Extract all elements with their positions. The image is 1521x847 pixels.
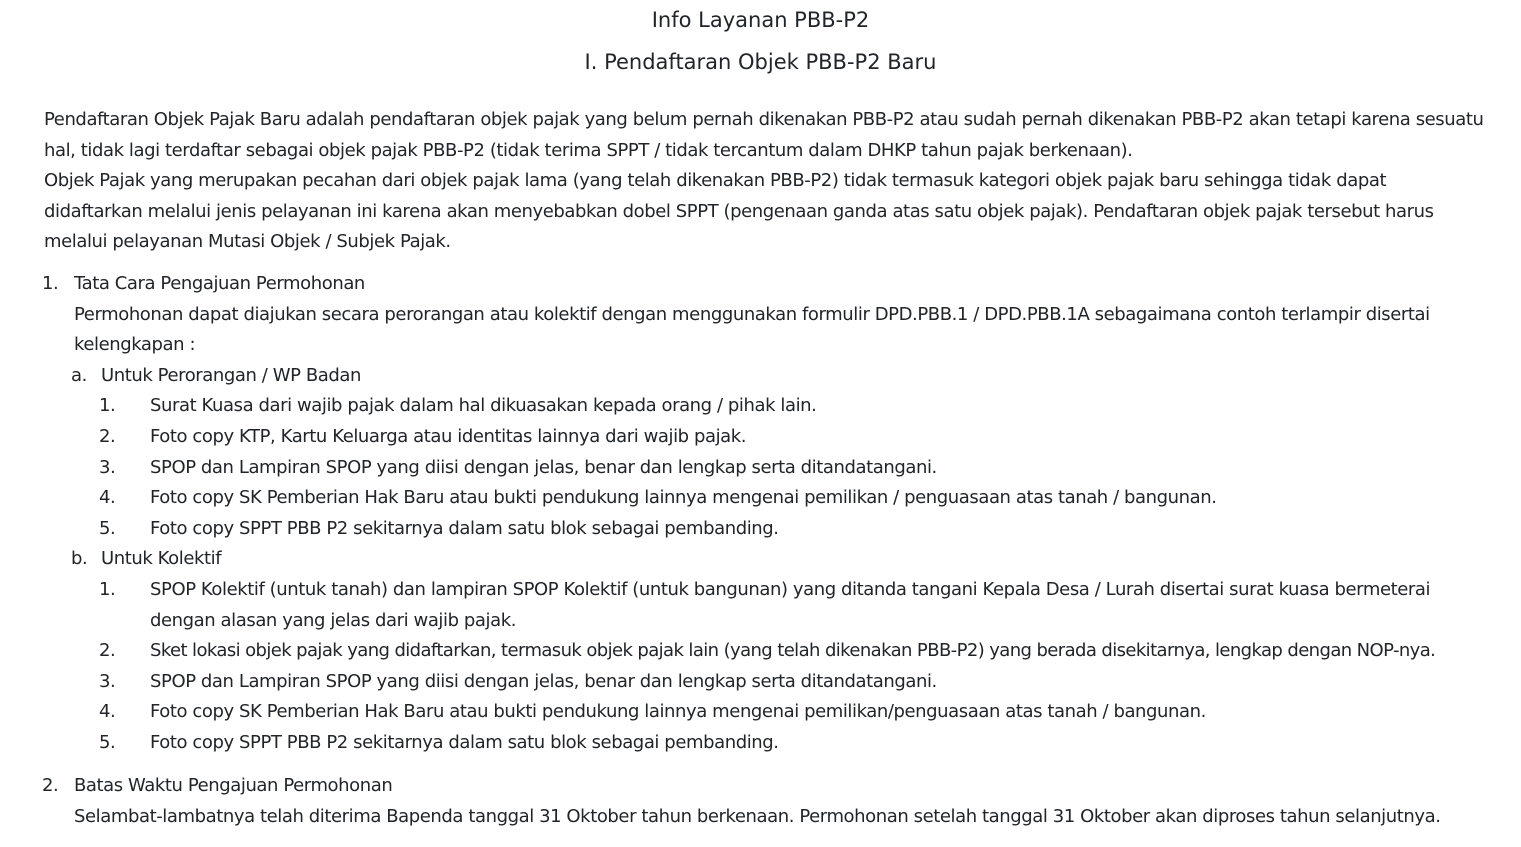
list-item-number: 5. — [99, 517, 116, 539]
section-number: 2. — [42, 775, 59, 796]
section-heading: Tata Cara Pengajuan Permohonan — [74, 273, 365, 294]
sublist-marker: b. — [71, 548, 88, 570]
sublist-label: Untuk Kolektif — [101, 548, 222, 570]
list-item-number: 1. — [99, 395, 116, 417]
intro-paragraph: Objek Pajak yang merupakan pecahan dari objek pajak lama (yang telah dikenakan PBB-P2) tidak termasuk kategori objek pajak baru sehingga tidak dapat didaftarkan melalui jenis pelayanan ini karena akan menyebabkan dobel SPPT (pengenaan ganda atas satu objek pajak). Pendaftaran objek pajak tersebut harus melalui pelayanan Mutasi Objek / Subjek Pajak. — [44, 170, 1434, 253]
list-item — [42, 575, 1490, 636]
list-item-text: SPOP Kolektif (untuk tanah) dan lampiran SPOP Kolektif (untuk bangunan) yang ditanda tangani Kepala Desa / Lurah disertai surat kuasa bermeterai dengan alasan yang jelas dari wajib pajak. — [150, 578, 1431, 631]
sublist-label: Untuk Perorangan / WP Badan — [101, 364, 361, 386]
intro-paragraph: Pendaftaran Objek Pajak Baru adalah pendaftaran objek pajak yang belum pernah dikenakan PBB-P2 atau sudah pernah dikenakan PBB-P2 akan tetapi karena sesuatu hal, tidak lagi terdaftar sebagai objek pajak PBB-P2 (tidak terima SPPT / tidak tercantum dalam DHKP tahun pajak berkenaan). — [44, 109, 1484, 161]
list-item-text: Foto copy SK Pemberian Hak Baru atau bukti pendukung lainnya mengenai pemilikan/penguasaan atas tanah / bangunan. — [150, 701, 1206, 723]
page-title: Info Layanan PBB-P2 — [651, 8, 870, 32]
page-subtitle: I. Pendaftaran Objek PBB-P2 Baru — [584, 50, 937, 74]
section-description-text: Selambat-lambatnya telah diterima Bapenda tanggal 31 Oktober tahun berkenaan. Permohonan setelah tanggal 31 Oktober akan diproses tahun selanjutnya. — [74, 805, 1441, 827]
section-procedure — [42, 269, 1512, 759]
section-heading-row — [42, 771, 1512, 802]
list-item-text: Sket lokasi objek pajak yang didaftarkan, termasuk objek pajak lain (yang telah dikenakan PBB-P2) yang berada disekitarnya, lengkap dengan NOP-nya. — [150, 640, 1436, 662]
list-item-text: Foto copy KTP, Kartu Keluarga atau identitas lainnya dari wajib pajak. — [150, 425, 747, 447]
list-item-number: 1. — [99, 578, 116, 600]
section-description-text: Permohonan dapat diajukan secara perorangan atau kolektif dengan menggunakan formulir DPD.PBB.1 / DPD.PBB.1A sebagaimana contoh terlampir disertai kelengkapan : — [74, 303, 1430, 356]
list-item — [42, 697, 1512, 728]
list-item — [42, 667, 1512, 698]
list-item-number: 2. — [99, 640, 116, 662]
list-item — [42, 453, 1512, 484]
list-item-text: SPOP dan Lampiran SPOP yang diisi dengan jelas, benar dan lengkap serta ditandatangani. — [150, 670, 937, 692]
list-item-number: 2. — [99, 425, 116, 447]
list-item — [42, 514, 1512, 545]
list-item — [42, 391, 1512, 422]
section-heading: Batas Waktu Pengajuan Permohonan — [74, 775, 393, 796]
list-item — [42, 483, 1512, 514]
list-item — [42, 636, 1512, 667]
section-number: 1. — [42, 273, 59, 294]
list-item-number: 3. — [99, 456, 116, 478]
list-item-number: 4. — [99, 701, 116, 723]
section-heading-row — [42, 269, 1512, 300]
sublist-heading — [42, 361, 1512, 392]
list-item — [42, 728, 1512, 759]
sublist-marker: a. — [71, 364, 87, 386]
list-item-text: Foto copy SPPT PBB P2 sekitarnya dalam satu blok sebagai pembanding. — [150, 731, 779, 753]
list-item — [42, 422, 1512, 453]
section-deadline — [42, 771, 1512, 832]
list-item-text: Foto copy SK Pemberian Hak Baru atau bukti pendukung lainnya mengenai pemilikan / penguasaan atas tanah / bangunan. — [150, 487, 1217, 509]
list-item-number: 4. — [99, 487, 116, 509]
list-item-text: Surat Kuasa dari wajib pajak dalam hal dikuasakan kepada orang / pihak lain. — [150, 395, 817, 417]
section-description — [42, 300, 1504, 361]
list-item-text: Foto copy SPPT PBB P2 sekitarnya dalam satu blok sebagai pembanding. — [150, 517, 779, 539]
section-description — [42, 802, 1512, 833]
list-item-number: 5. — [99, 731, 116, 753]
list-item-text: SPOP dan Lampiran SPOP yang diisi dengan jelas, benar dan lengkap serta ditandatangani. — [150, 456, 937, 478]
list-item-number: 3. — [99, 670, 116, 692]
sublist-heading — [42, 544, 1512, 575]
intro-text — [44, 105, 1484, 258]
